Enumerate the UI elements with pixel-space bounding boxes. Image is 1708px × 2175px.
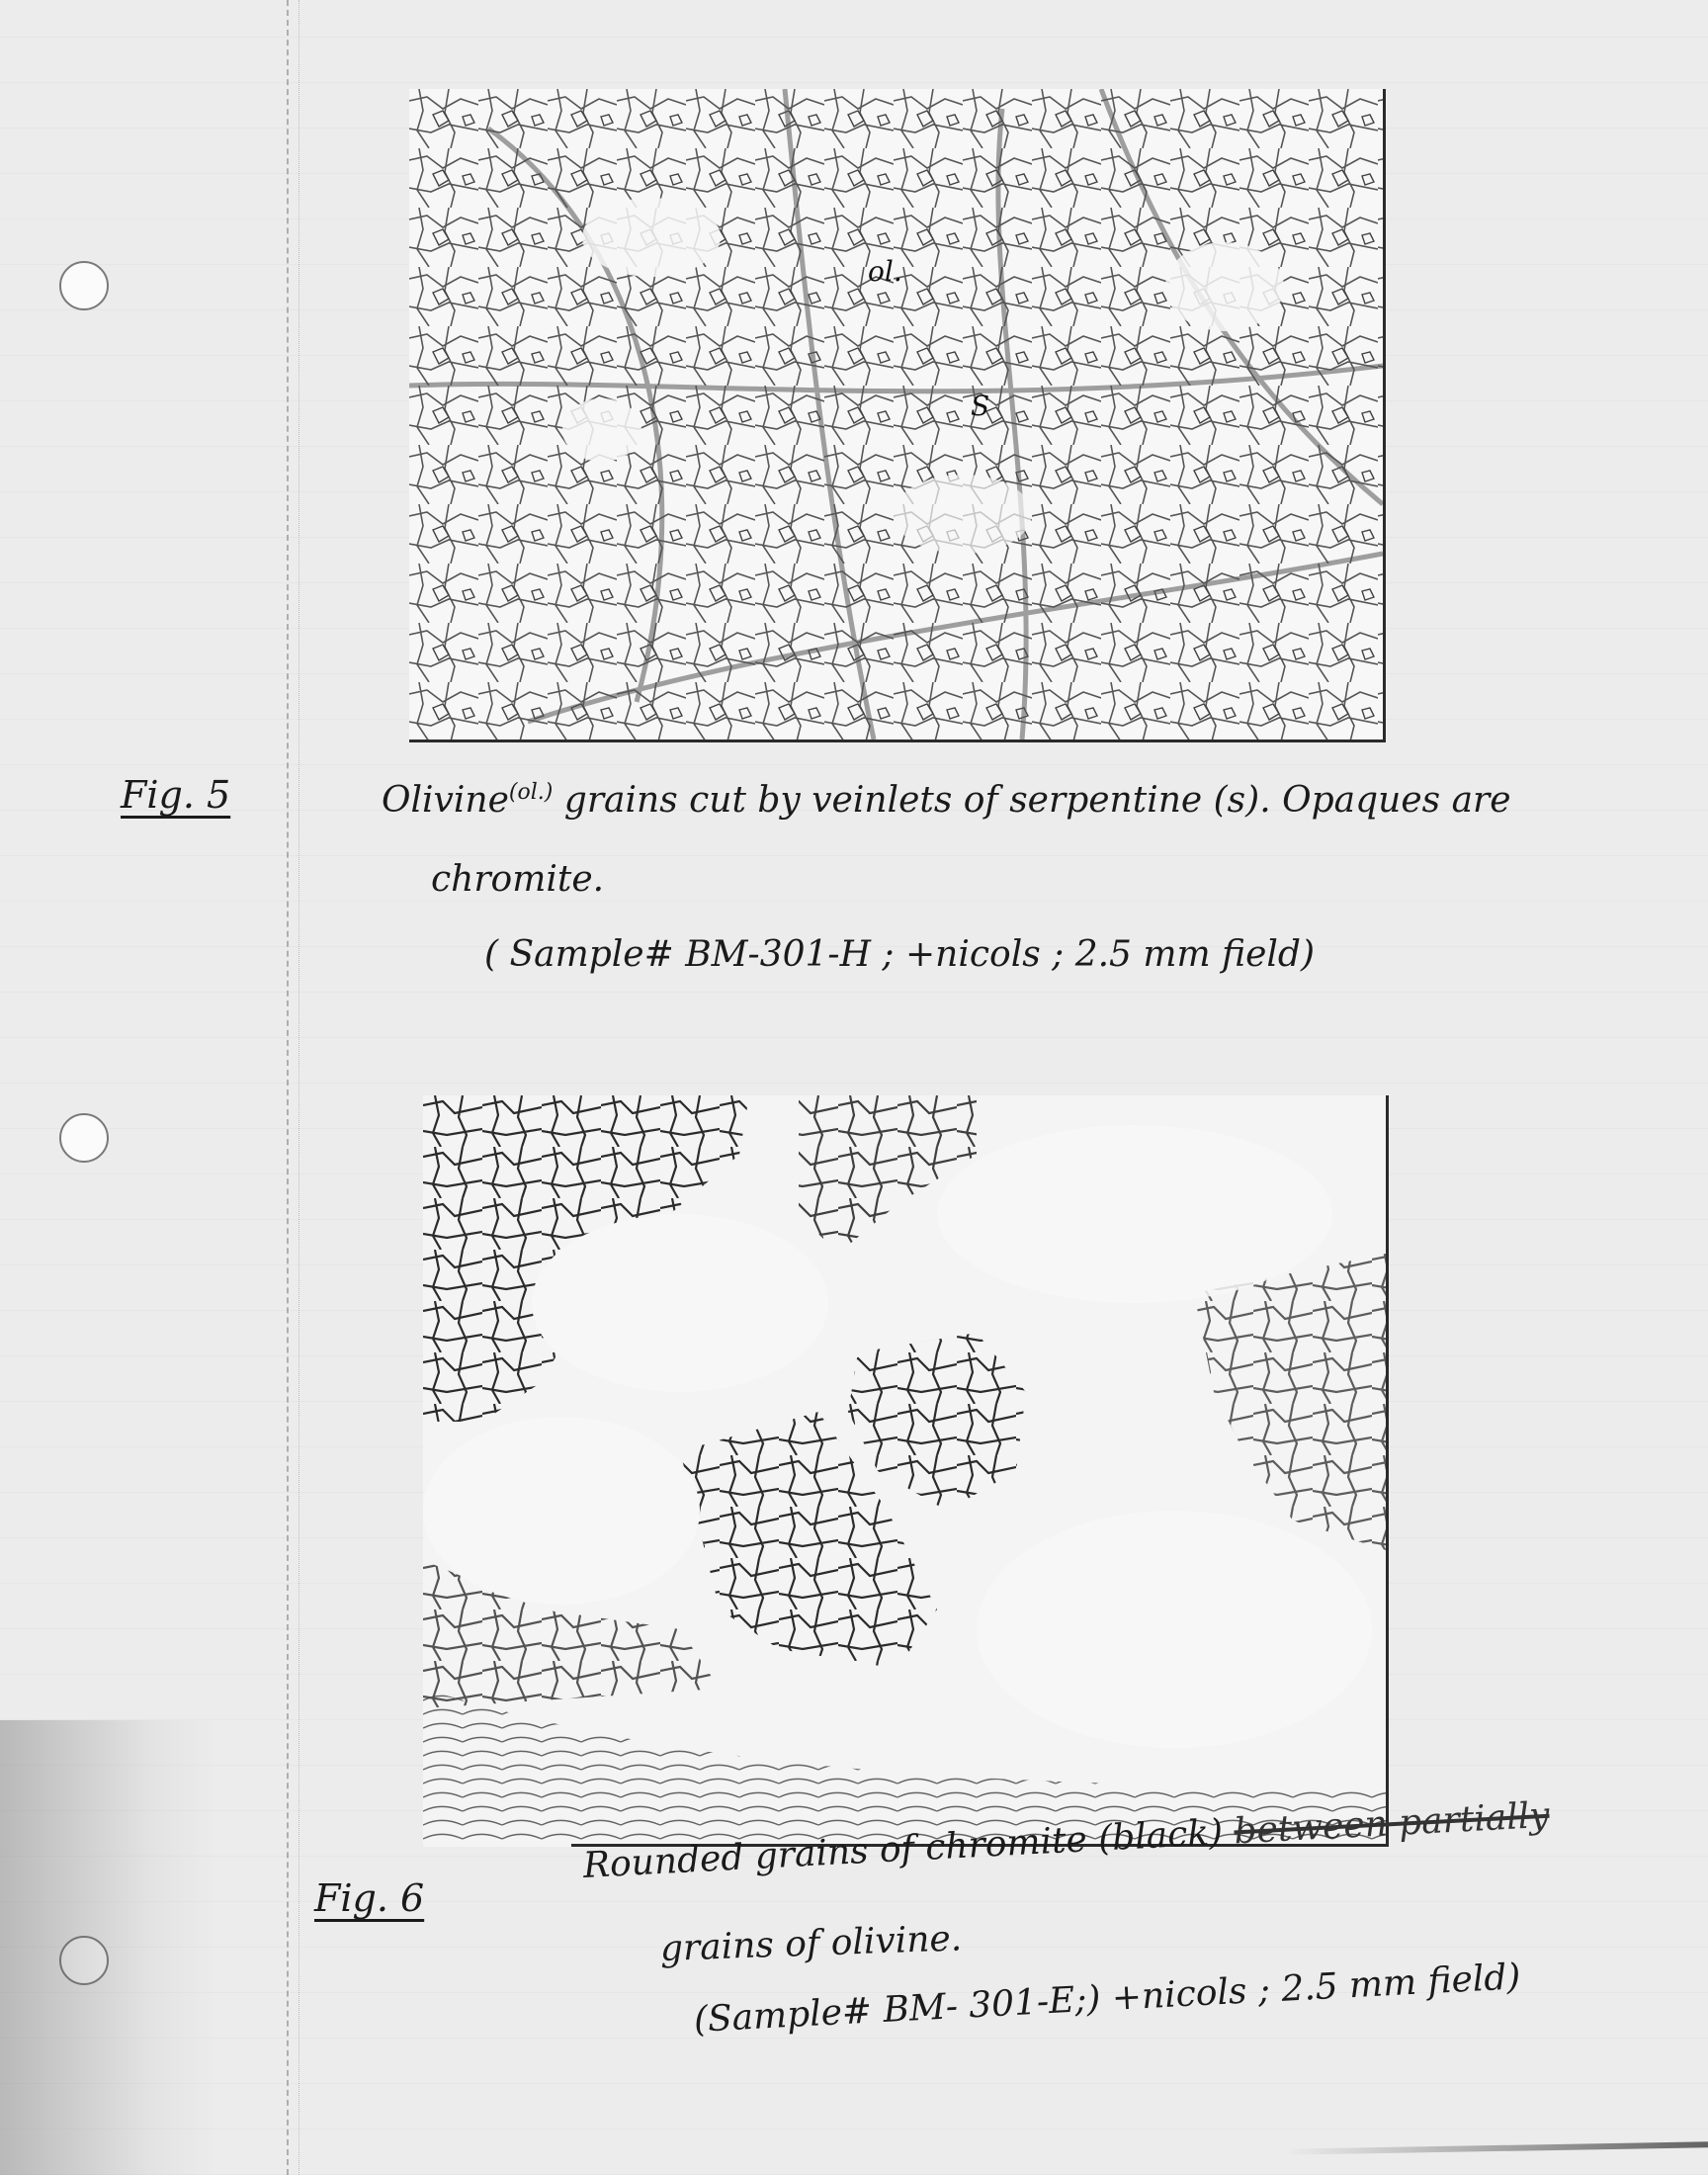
margin-rule [287, 0, 289, 2175]
fig6-caption-line3: (Sample# BM- 301-E;) +nicols ; 2.5 mm field) [692, 1957, 1522, 2041]
fig6-photomicrograph [423, 1095, 1389, 1847]
scan-bottom-streak [1285, 2141, 1708, 2154]
punch-hole-top [59, 261, 109, 310]
fig5-caption-olivine-abbrev: (ol.) [508, 780, 554, 805]
olivine-marker: ol. [868, 255, 902, 288]
fig6-caption-line1-text: Rounded grains of chromite (black) [581, 1812, 1225, 1886]
fig6-texture [423, 1095, 1386, 1847]
fig5-caption-line2: chromite. [431, 859, 605, 900]
scan-edge-shadow [0, 1720, 217, 2175]
fig6-caption-line2: grains of olivine. [659, 1918, 963, 1969]
serpentine-marker: S [971, 390, 990, 422]
fig5-label: Fig. 5 [121, 773, 231, 817]
fig5-texture [409, 89, 1383, 740]
fig5-caption-olivine: Olivine [382, 780, 509, 821]
fig5-caption-line3: ( Sample# BM-301-H ; +nicols ; 2.5 mm field) [484, 934, 1316, 975]
fig5-caption-line1 [382, 779, 1511, 822]
fig5-caption-line1-rest: grains cut by veinlets of serpentine (s). Opaques are [563, 780, 1511, 821]
punch-hole-middle [59, 1113, 109, 1163]
fig6-caption-struck-text: between partially [1233, 1794, 1551, 1853]
fig5-photomicrograph [409, 89, 1386, 742]
fig6-label: Fig. 6 [314, 1876, 425, 1920]
